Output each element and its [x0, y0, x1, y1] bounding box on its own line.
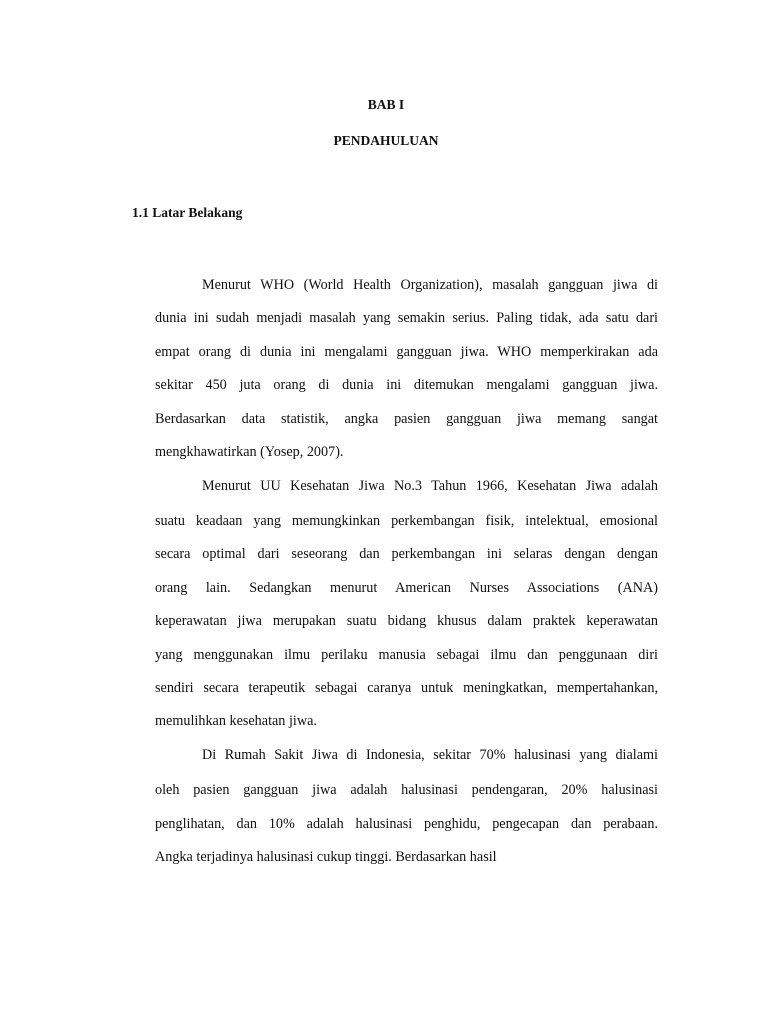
- paragraph-line: memulihkan kesehatan jiwa.: [155, 713, 317, 729]
- paragraph-line: Berdasarkan data statistik, angka pasien gangguan jiwa memang sangat: [155, 411, 658, 427]
- paragraph-line: Angka terjadinya halusinasi cukup tinggi. Berdasarkan hasil: [155, 849, 497, 865]
- chapter-title: PENDAHULUAN: [333, 133, 439, 148]
- paragraph-line: secara optimal dari seseorang dan perkembangan ini selaras dengan dengan: [155, 546, 658, 562]
- paragraph-line: penglihatan, dan 10% adalah halusinasi penghidu, pengecapan dan perabaan.: [155, 816, 658, 832]
- paragraph-line: orang lain. Sedangkan menurut American Nurses Associations (ANA): [155, 580, 658, 596]
- paragraph-line: oleh pasien gangguan jiwa adalah halusinasi pendengaran, 20% halusinasi: [155, 782, 658, 798]
- paragraph-line: sekitar 450 juta orang di dunia ini ditemukan mengalami gangguan jiwa.: [155, 377, 658, 393]
- paragraph-line: mengkhawatirkan (Yosep, 2007).: [155, 444, 344, 460]
- paragraph-line: dunia ini sudah menjadi masalah yang semakin serius. Paling tidak, ada satu dari: [155, 310, 658, 326]
- paragraph-line: keperawatan jiwa merupakan suatu bidang khusus dalam praktek keperawatan: [155, 613, 658, 629]
- section-heading: 1.1 Latar Belakang: [132, 205, 243, 220]
- paragraph-line: empat orang di dunia ini mengalami gangguan jiwa. WHO memperkirakan ada: [155, 344, 658, 360]
- paragraph-line: Menurut UU Kesehatan Jiwa No.3 Tahun 1966, Kesehatan Jiwa adalah: [202, 478, 658, 494]
- paragraph-line: Di Rumah Sakit Jiwa di Indonesia, sekitar 70% halusinasi yang dialami: [202, 747, 658, 763]
- paragraph-line: yang menggunakan ilmu perilaku manusia sebagai ilmu dan penggunaan diri: [155, 647, 658, 663]
- paragraph-line: Menurut WHO (World Health Organization), masalah gangguan jiwa di: [202, 277, 658, 293]
- paragraph-line: suatu keadaan yang memungkinkan perkembangan fisik, intelektual, emosional: [155, 513, 658, 529]
- paragraph-line: sendiri secara terapeutik sebagai caranya untuk meningkatkan, mempertahankan,: [155, 680, 658, 696]
- chapter-number: BAB I: [367, 97, 405, 112]
